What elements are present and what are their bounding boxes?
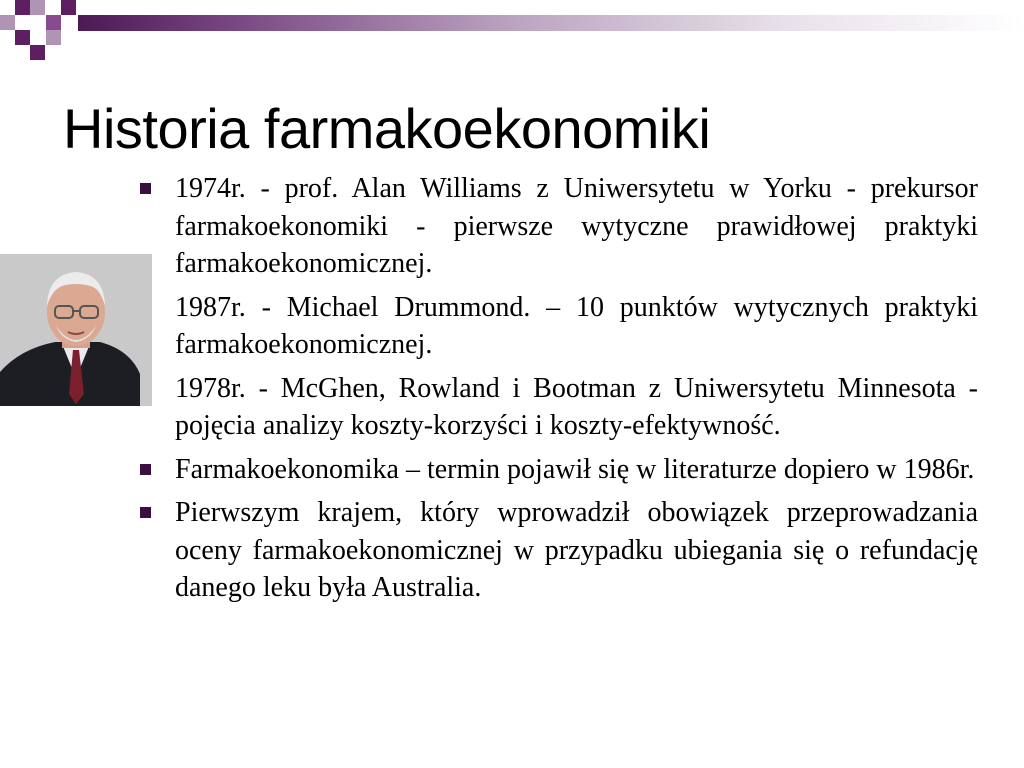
bullet-text: Farmakoekonomika – termin pojawił się w literaturze dopiero w 1986r. — [175, 453, 975, 485]
decor-square — [30, 45, 45, 60]
bullet-text: 1978r. - McGhen, Rowland i Bootman z Uniwersytetu Minnesota - pojęcia analizy koszty-korzyści i koszty-efektywność. — [175, 372, 978, 441]
decor-square — [61, 0, 76, 15]
list-item — [136, 289, 978, 364]
decor-square — [46, 30, 61, 45]
list-item — [136, 370, 978, 445]
portrait-photo — [0, 254, 152, 406]
bullet-text: 1987r. - Michael Drummond. – 10 punktów wytycznych praktyki farmakoekonomicznej. — [175, 291, 978, 360]
square-bullet-icon — [140, 507, 151, 518]
decor-square — [30, 0, 45, 15]
square-bullet-icon — [140, 183, 151, 194]
list-item — [136, 170, 978, 283]
decor-square — [46, 15, 61, 30]
bullet-text: Pierwszym krajem, który wprowadził obowiązek przeprowadzania oceny farmakoekonomicznej w przypadku ubiegania się o refundację danego leku była Australia. — [175, 497, 978, 603]
list-item — [136, 494, 978, 607]
decor-square — [15, 30, 30, 45]
bullet-list-container — [136, 170, 978, 613]
bullet-text: 1974r. - prof. Alan Williams z Uniwersytetu w Yorku - prekursor farmakoekonomiki - pierwsze wytyczne prawidłowej praktyki farmakoekonomicznej. — [175, 173, 978, 279]
decor-square — [0, 15, 15, 30]
header-gradient-bar — [78, 15, 1024, 31]
bullet-list — [136, 170, 978, 607]
list-item — [136, 451, 978, 489]
portrait-photo-image — [0, 254, 152, 406]
slide-title: Historia farmakoekonomiki — [63, 97, 711, 160]
square-bullet-icon — [140, 464, 151, 475]
decor-square — [15, 0, 30, 15]
